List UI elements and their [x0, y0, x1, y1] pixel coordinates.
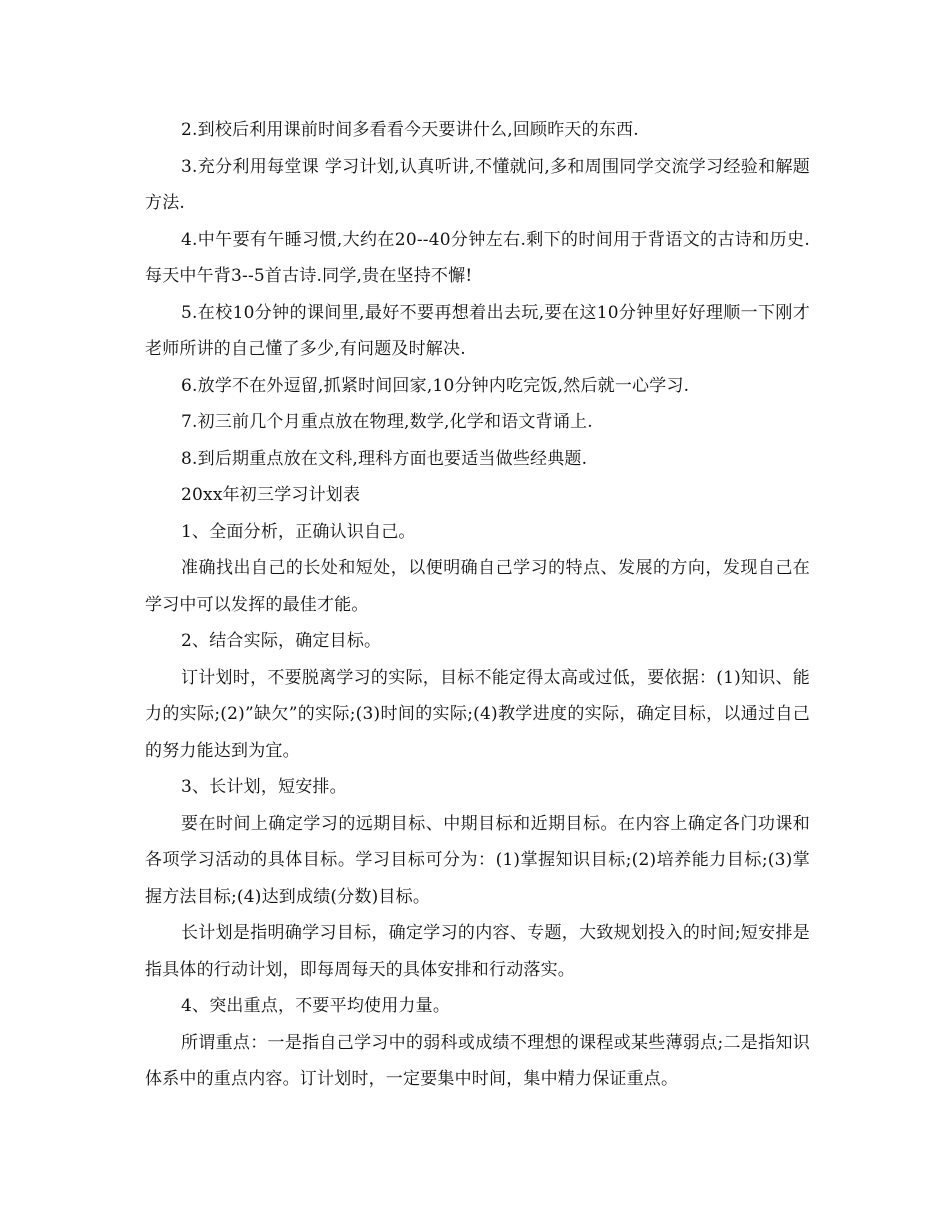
- heading-2: 2、结合实际，确定目标。: [181, 631, 382, 651]
- paragraph-1: 准确找出自己的长处和短处，以便明确自己学习的特点、发展的方向，发现自己在学习中可以发挥的最佳才能。: [145, 558, 810, 615]
- paragraph-3a: 要在时间上确定学习的远期目标、中期目标和近期目标。在内容上确定各门功课和各项学习活动的具体目标。学习目标可分为：(1)掌握知识目标;(2)培养能力目标;(3)掌握方法目标;(4)达到成绩(分数)目标。: [145, 813, 810, 907]
- heading-4: 4、突出重点，不要平均使用力量。: [181, 996, 451, 1016]
- document-body: [145, 112, 810, 1098]
- paragraph-item-4: 4.中午要有午睡习惯,大约在20--40分钟左右.剩下的时间用于背语文的古诗和历史.每天中午背3--5首古诗.同学,贵在坚持不懈!: [145, 229, 810, 286]
- paragraph-item-5: 5.在校10分钟的课间里,最好不要再想着出去玩,要在这10分钟里好好理顺一下刚才老师所讲的自己懂了多少,有问题及时解决.: [145, 302, 810, 359]
- paragraph-4: 所谓重点：一是指自己学习中的弱科或成绩不理想的课程或某些薄弱点;二是指知识体系中的重点内容。订计划时，一定要集中时间，集中精力保证重点。: [145, 1032, 810, 1089]
- paragraph-item-2: 2.到校后利用课前时间多看看今天要讲什么,回顾昨天的东西.: [181, 120, 639, 140]
- paragraph-item-7: 7.初三前几个月重点放在物理,数学,化学和语文背诵上.: [181, 412, 593, 432]
- paragraph-2: 订计划时，不要脱离学习的实际，目标不能定得太高或过低，要依据：(1)知识、能力的实际;(2)”缺欠”的实际;(3)时间的实际;(4)教学进度的实际，确定目标，以通过自己的努力能达到为宜。: [145, 667, 810, 761]
- paragraph-item-8: 8.到后期重点放在文科,理科方面也要适当做些经典题.: [181, 448, 588, 469]
- section-title: 20xx年初三学习计划表: [181, 485, 361, 505]
- paragraph-item-3: 3.充分利用每堂课 学习计划,认真听讲,不懂就问,多和周围同学交流学习经验和解题方法.: [145, 156, 810, 213]
- paragraph-3b: 长计划是指明确学习目标，确定学习的内容、专题，大致规划投入的时间;短安排是指具体的行动计划，即每周每天的具体安排和行动落实。: [145, 923, 810, 980]
- heading-1: 1、全面分析，正确认识自己。: [181, 521, 416, 542]
- heading-3: 3、长计划，短安排。: [181, 777, 347, 797]
- paragraph-item-6: 6.放学不在外逗留,抓紧时间回家,10分钟内吃完饭,然后就一心学习.: [181, 375, 690, 396]
